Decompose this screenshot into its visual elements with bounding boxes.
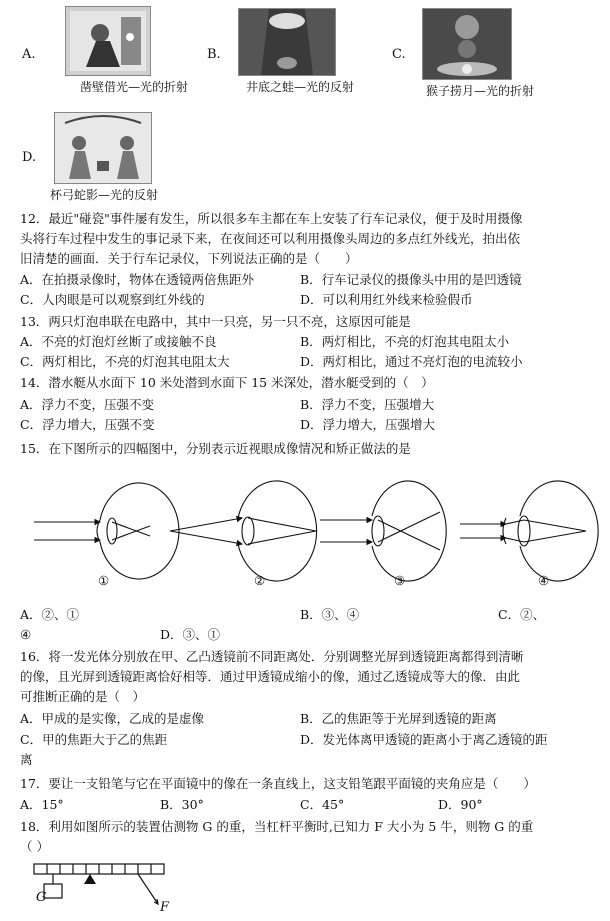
q18-stem-line1: 18．利用如图所示的装置估测物 G 的重，当杠杆平衡时,已知力 F 大小为 5 牛，则物 G 的重 (20, 819, 534, 834)
option-d-picture (54, 112, 152, 184)
q13-stem: 13．两只灯泡串联在电路中，其中一只亮，另一只不亮，这原因可能是 (20, 314, 411, 329)
q18-stem-line2: （ ） (20, 839, 49, 854)
q17-stem: 17．要让一支铅笔与它在平面镜中的像在一条直线上，这支铅笔跟平面镜的夹角应是（ ） (20, 776, 536, 791)
q15-stem: 15．在下图所示的四幅图中，分别表示近视眼成像情况和矫正做法的是 (20, 441, 411, 456)
bow-snake-illustration (55, 113, 151, 183)
frog-in-well-illustration (239, 9, 335, 75)
option-d-caption: 杯弓蛇影—光的反射 (50, 188, 159, 202)
eye-diagram-2 (170, 481, 317, 581)
fig-label-2: ② (254, 573, 266, 588)
q14-option-a: A．浮力不变，压强不变 (20, 397, 155, 412)
q12-stem-line3: 旧清楚的画面．关于行车记录仪，下列说法正确的是（ ） (20, 251, 358, 266)
option-a-caption: 凿壁借光—光的折射 (80, 80, 189, 94)
q13-option-a: A．不亮的灯泡灯丝断了或接触不良 (20, 334, 217, 349)
lever-label-g: G (36, 890, 47, 905)
q12-option-c: C．人肉眼是可以观察到红外线的 (20, 292, 205, 307)
q13-option-b: B．两灯相比，不亮的灯泡其电阻太小 (300, 334, 510, 349)
q16-option-b: B．乙的焦距等于光屏到透镜的距离 (300, 711, 497, 726)
q15-option-c: C．②、 (498, 607, 546, 622)
option-c-picture (422, 8, 512, 80)
q16-stem-line2: 的像，且光屏到透镜距离恰好相等．通过甲透镜成缩小的像，通过乙透镜成等大的像．由此 (20, 669, 521, 684)
fig-label-4: ④ (538, 573, 550, 588)
q12-option-a: A．在拍摄录像时，物体在透镜两倍焦距外 (20, 272, 255, 287)
option-b-picture (238, 8, 336, 76)
q14-option-d: D．浮力增大，压强增大 (300, 417, 436, 432)
q15-option-a: A．②、① (20, 607, 80, 622)
q16-stem-line1: 16．将一发光体分别放在甲、乙凸透镜前不同距离处．分别调整光屏到透镜距离都得到清晰 (20, 649, 524, 664)
q15-option-d: D．③、① (160, 627, 221, 642)
q15-option-c-cont: ④ (20, 627, 32, 642)
q15-option-b: B．③、④ (300, 607, 360, 622)
eye-diagram-1 (34, 483, 179, 579)
q13-option-c: C．两灯相比，不亮的灯泡其电阻太大 (20, 354, 230, 369)
q14-stem: 14．潜水艇从水面下 10 米处潜到水面下 15 米深处，潜水艇受到的（ ） (20, 375, 434, 390)
q14-option-c: C．浮力增大，压强不变 (20, 417, 155, 432)
eye-diagram-4 (460, 481, 598, 581)
q12-option-b: B．行车记录仪的摄像头中用的是凹透镜 (300, 272, 522, 287)
option-b-caption: 井底之蛙—光的反射 (246, 80, 355, 94)
q14-option-b: B．浮力不变，压强增大 (300, 397, 435, 412)
monkeys-moon-illustration (423, 9, 511, 79)
option-a-letter: A. (22, 47, 36, 62)
scholar-reading-illustration (66, 7, 150, 75)
q17-option-b: B．30° (160, 797, 204, 812)
option-a-picture (65, 6, 151, 76)
fig-label-1: ① (98, 573, 110, 588)
q13-option-d: D．两灯相比，通过不亮灯泡的电流较小 (300, 354, 523, 369)
q16-option-d: D．发光体离甲透镜的距离小于离乙透镜的距 (300, 732, 548, 747)
q17-option-a: A．15° (20, 797, 64, 812)
option-c-caption: 猴子捞月—光的折射 (426, 84, 535, 98)
q16-option-d-cont: 离 (20, 752, 33, 767)
option-d-letter: D. (22, 150, 37, 165)
q12-stem-line1: 12．最近"碰瓷"事件屡有发生，所以很多车主都在车上安装了行车记录仪，便于及时用摄像 (20, 211, 523, 226)
fig-label-3: ③ (394, 573, 406, 588)
option-c-letter: C. (392, 47, 406, 62)
q16-option-c: C．甲的焦距大于乙的焦距 (20, 732, 168, 747)
q17-option-d: D．90° (438, 797, 483, 812)
fulcrum (84, 874, 96, 884)
q16-option-a: A．甲成的是实像，乙成的是虚像 (20, 711, 205, 726)
q16-stem-line3: 可推断正确的是（ ） (20, 689, 146, 704)
q12-stem-line2: 头将行车过程中发生的事记录下来，在夜间还可以利用摄像头周边的多点红外线光，拍出依 (20, 231, 521, 246)
lever-label-f: F (160, 900, 170, 915)
option-b-letter: B. (207, 47, 221, 62)
q17-option-c: C．45° (300, 797, 345, 812)
q12-option-d: D．可以利用红外线来检验假币 (300, 292, 473, 307)
eye-diagram-3 (320, 481, 446, 581)
